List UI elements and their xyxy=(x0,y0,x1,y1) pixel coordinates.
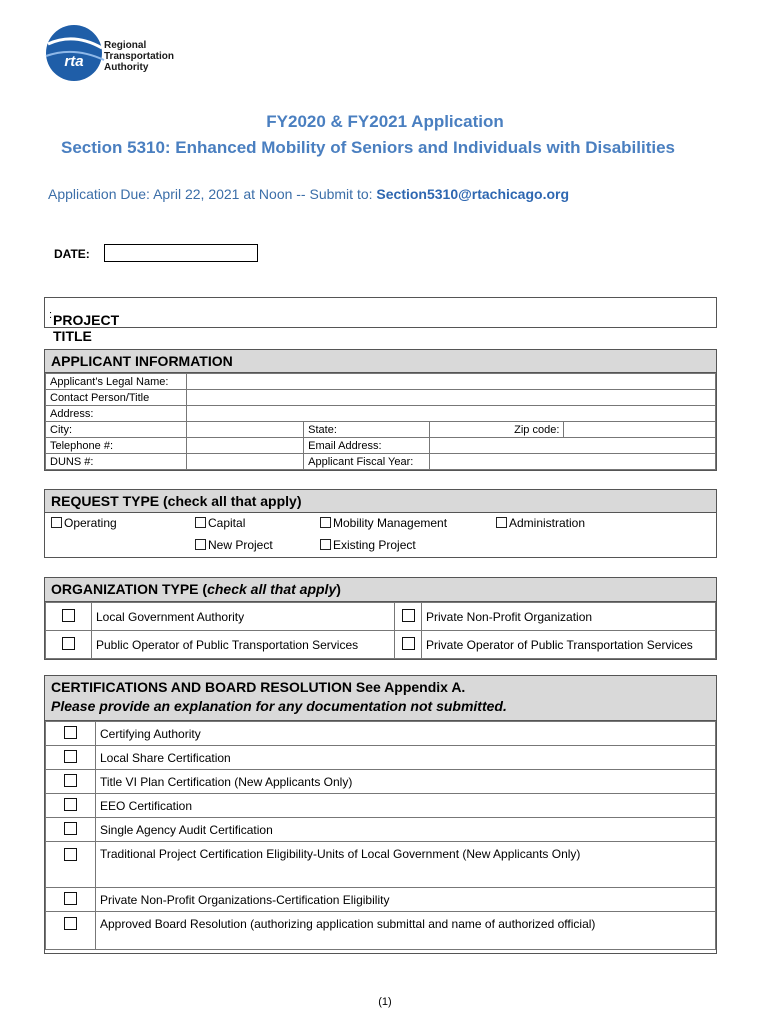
application-title: FY2020 & FY2021 Application xyxy=(266,112,504,131)
cert-item-label: Private Non-Profit Organizations-Certification Eligibility xyxy=(96,888,716,912)
table-row xyxy=(46,454,716,470)
administration-label: Administration xyxy=(509,516,586,530)
operating-checkbox[interactable] xyxy=(51,517,62,528)
zip-label: Zip code: xyxy=(514,423,560,436)
cert-check-cell xyxy=(46,842,96,888)
logo-wordmark: rta xyxy=(64,53,84,70)
table-row xyxy=(46,770,716,794)
certifications-table xyxy=(45,721,716,950)
private-operator-checkbox[interactable] xyxy=(402,637,415,650)
table-row xyxy=(46,406,716,422)
cert-item-label: Single Agency Audit Certification xyxy=(96,818,716,842)
new-project-label: New Project xyxy=(208,538,273,552)
project-title-field[interactable] xyxy=(44,297,717,344)
table-row xyxy=(46,818,716,842)
cert-item-label: EEO Certification xyxy=(96,794,716,818)
fiscal-year-field[interactable] xyxy=(430,454,716,470)
public-operator-check-cell xyxy=(46,631,92,659)
applicant-table xyxy=(45,373,716,470)
telephone-label: Telephone #: xyxy=(46,438,187,454)
project-title-colon: : xyxy=(49,309,53,321)
request-operating[interactable] xyxy=(51,516,117,530)
organization-section xyxy=(44,577,717,660)
project-title-label xyxy=(49,305,120,344)
table-row xyxy=(46,390,716,406)
cert-check-cell xyxy=(46,912,96,950)
org-heading-prefix: ORGANIZATION TYPE ( xyxy=(51,581,208,597)
local-gov-label: Local Government Authority xyxy=(92,603,395,631)
private-nonprofit-label: Private Non-Profit Organization xyxy=(422,603,716,631)
local-gov-checkbox[interactable] xyxy=(62,609,75,622)
duns-field[interactable] xyxy=(186,454,303,470)
existing-project-label: Existing Project xyxy=(333,538,416,552)
telephone-field[interactable] xyxy=(186,438,303,454)
local-gov-check-cell xyxy=(46,603,92,631)
cert-check-cell xyxy=(46,770,96,794)
request-existing-project[interactable] xyxy=(320,538,416,552)
request-capital[interactable] xyxy=(195,516,245,530)
table-row xyxy=(46,794,716,818)
table-row xyxy=(46,912,716,950)
local-share-checkbox[interactable] xyxy=(64,750,77,763)
private-operator-label: Private Operator of Public Transportation Services xyxy=(422,631,716,659)
certifications-subtitle: Please provide an explanation for any documentation not submitted. xyxy=(51,698,507,714)
email-label: Email Address: xyxy=(304,438,430,454)
cert-check-cell xyxy=(46,722,96,746)
private-operator-check-cell xyxy=(395,631,422,659)
request-administration[interactable] xyxy=(496,516,585,530)
table-row xyxy=(46,603,716,631)
date-field[interactable] xyxy=(104,244,258,262)
certifying-authority-checkbox[interactable] xyxy=(64,726,77,739)
capital-label: Capital xyxy=(208,516,246,530)
table-row xyxy=(46,722,716,746)
org-line-3: Authority xyxy=(104,62,149,73)
table-row xyxy=(46,842,716,888)
table-row xyxy=(46,888,716,912)
cert-check-cell xyxy=(46,794,96,818)
section-title: Section 5310: Enhanced Mobility of Seniors and Individuals with Disabilities xyxy=(60,138,675,157)
new-project-checkbox[interactable] xyxy=(195,539,206,550)
cert-item-label: Approved Board Resolution (authorizing application submittal and name of authorized official) xyxy=(96,912,716,950)
cert-item-label: Local Share Certification xyxy=(96,746,716,770)
administration-checkbox[interactable] xyxy=(496,517,507,528)
zip-label-cell xyxy=(430,422,564,438)
submit-email-link[interactable]: Section5310@rtachicago.org xyxy=(376,186,570,202)
email-field[interactable] xyxy=(430,438,716,454)
traditional-project-checkbox[interactable] xyxy=(64,848,77,861)
eeo-checkbox[interactable] xyxy=(64,798,77,811)
zip-field[interactable] xyxy=(564,422,716,438)
table-row xyxy=(46,374,716,390)
applicant-section xyxy=(44,349,717,471)
city-field[interactable] xyxy=(186,422,303,438)
operating-label: Operating xyxy=(64,516,117,530)
contact-field[interactable] xyxy=(186,390,715,406)
mobility-label: Mobility Management xyxy=(333,516,448,530)
project-title-text: PROJECT TITLE xyxy=(53,312,120,344)
address-label: Address: xyxy=(46,406,187,422)
request-section xyxy=(44,489,717,558)
private-nonprofit-check-cell xyxy=(395,603,422,631)
capital-checkbox[interactable] xyxy=(195,517,206,528)
org-name xyxy=(104,40,174,73)
table-row xyxy=(46,438,716,454)
audit-checkbox[interactable] xyxy=(64,822,77,835)
board-resolution-checkbox[interactable] xyxy=(64,917,77,930)
due-text: Application Due: April 22, 2021 at Noon -- Submit to: xyxy=(48,186,377,202)
public-operator-label: Public Operator of Public Transportation Services xyxy=(92,631,395,659)
organization-table xyxy=(45,602,716,659)
cert-item-label: Traditional Project Certification Eligibility-Units of Local Government (New Applicants Only) xyxy=(96,842,716,888)
org-heading-italic: check all that apply xyxy=(207,581,337,597)
applicant-heading: APPLICANT INFORMATION xyxy=(45,350,716,373)
org-line-2: Transportation xyxy=(104,51,175,62)
cert-check-cell xyxy=(46,818,96,842)
city-label: City: xyxy=(46,422,187,438)
certifications-title: CERTIFICATIONS AND BOARD RESOLUTION See Appendix A. xyxy=(51,679,466,695)
request-heading: REQUEST TYPE (check all that apply) xyxy=(45,490,716,513)
request-mobility[interactable] xyxy=(320,516,447,530)
private-nonprofit-cert-checkbox[interactable] xyxy=(64,892,77,905)
duns-label: DUNS #: xyxy=(46,454,187,470)
certifications-section xyxy=(44,675,717,954)
table-row xyxy=(46,746,716,770)
org-heading-suffix: ) xyxy=(336,581,341,597)
title-vi-checkbox[interactable] xyxy=(64,774,77,787)
request-new-project[interactable] xyxy=(195,538,273,552)
cert-item-label: Certifying Authority xyxy=(96,722,716,746)
org-line-1: Regional xyxy=(104,40,147,51)
private-nonprofit-checkbox[interactable] xyxy=(402,609,415,622)
date-label: DATE: xyxy=(54,247,90,261)
due-line xyxy=(48,186,569,202)
organization-heading xyxy=(45,578,716,602)
existing-project-checkbox[interactable] xyxy=(320,539,331,550)
state-label: State: xyxy=(304,422,430,438)
page-number: (1) xyxy=(378,996,392,1008)
certifications-heading xyxy=(45,676,716,721)
contact-label: Contact Person/Title xyxy=(46,390,187,406)
fiscal-year-label: Applicant Fiscal Year: xyxy=(304,454,430,470)
mobility-checkbox[interactable] xyxy=(320,517,331,528)
cert-check-cell xyxy=(46,746,96,770)
cert-check-cell xyxy=(46,888,96,912)
table-row xyxy=(46,631,716,659)
legal-name-label: Applicant’s Legal Name: xyxy=(46,374,187,390)
address-field[interactable] xyxy=(186,406,715,422)
public-operator-checkbox[interactable] xyxy=(62,637,75,650)
cert-item-label: Title VI Plan Certification (New Applicants Only) xyxy=(96,770,716,794)
legal-name-field[interactable] xyxy=(186,374,715,390)
table-row xyxy=(46,422,716,438)
